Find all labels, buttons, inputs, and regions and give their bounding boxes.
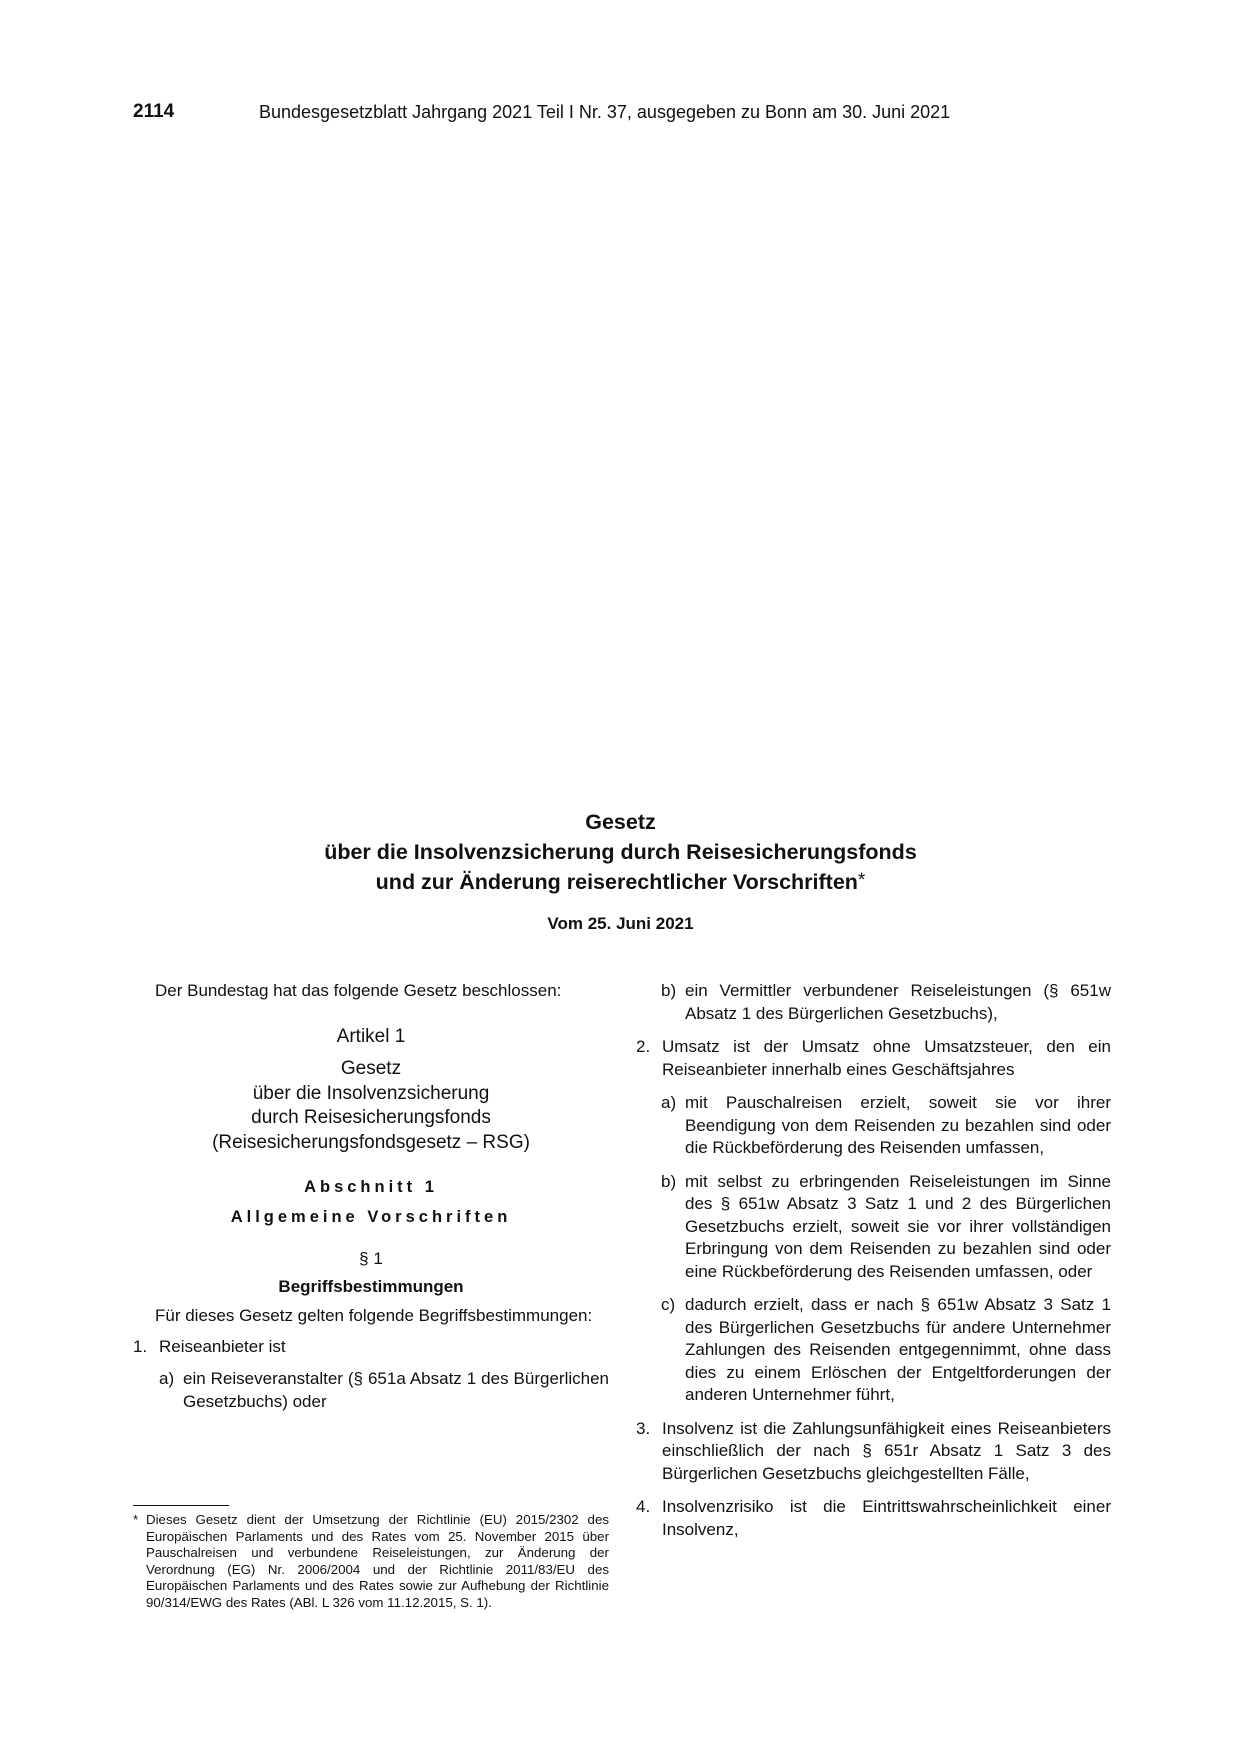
sub-list-item: [661, 980, 1111, 1025]
sub-list-item-text: ein Vermittler verbundener Reiseleistungen (§ 651w Absatz 1 des Bürgerlichen Gesetzbuchs),: [685, 981, 1111, 1023]
sub-list-item-text: ein Reiseveranstalter (§ 651a Absatz 1 des Bürgerlichen Gesetzbuchs) oder: [183, 1369, 609, 1411]
list-item-text: Insolvenzrisiko ist die Eintrittswahrscheinlichkeit einer Insolvenz,: [662, 1497, 1111, 1539]
footnote-text: Dieses Gesetz dient der Umsetzung der Richtlinie (EU) 2015/2302 des Europäischen Parlaments und des Rates vom 25. November 2015 über Pauschalreisen und verbundene Reiseleistungen, zur Änderung der Verordnung (EG) Nr. 2006/2004 und der Richtlinie 2011/83/EU des Europäischen Parlaments und des Rates sowie zur Aufhebung der Richtlinie 90/314/EWG des Rates (ABl. L 326 vom 11.12.2015, S. 1).: [146, 1512, 609, 1610]
sub-list-item-text: mit Pauschalreisen erzielt, soweit sie vor ihrer Beendigung von dem Reisenden zu bezahlen sind oder die Rückbeförderung des Reisenden umfassen,: [685, 1093, 1111, 1157]
title-line-3: [0, 867, 1241, 897]
list-item-number: 3.: [636, 1418, 651, 1438]
sub-list-item: [159, 1368, 609, 1413]
sub-list-item-text: dadurch erzielt, dass er nach § 651w Absatz 3 Satz 1 des Bürgerlichen Gesetzbuchs für andere Unternehmer Zahlungen des Reisenden entgegennimmt, ohne dass dies zu einem Erlöschen der Entgeltforderungen der anderen Unternehmer führt,: [685, 1295, 1111, 1404]
running-header: Bundesgesetzblatt Jahrgang 2021 Teil I Nr. 37, ausgegeben zu Bonn am 30. Juni 2021: [259, 102, 951, 122]
sub-list-item-letter: b): [661, 1171, 677, 1191]
list-item: [133, 1336, 609, 1359]
sub-list-item-letter: a): [661, 1093, 677, 1112]
list-item-number: 4.: [636, 1497, 651, 1516]
sub-list-item-letter: b): [661, 981, 677, 1000]
sub-list-item-letter: a): [159, 1369, 175, 1388]
footnote-marker: *: [133, 1512, 139, 1527]
list-item: [636, 1418, 1111, 1486]
title-footnote-marker: *: [857, 870, 866, 891]
list-item-number: 2.: [636, 1037, 651, 1056]
sub-list-item-text: mit selbst zu erbringenden Reiseleistungen im Sinne des § 651w Absatz 3 Satz 1 und 2 des Bürgerlichen Gesetzbuchs erzielt, soweit sie vor ihrer vollständigen Erbringung von dem Reisenden zu bezahlen sind oder eine Rückbeförderung des Reisenden umfassen, oder: [685, 1171, 1111, 1281]
title-line-2: über die Insolvenzsicherung durch Reisesicherungsfonds: [324, 840, 917, 864]
paragraph-lead: Für dieses Gesetz gelten folgende Begriffsbestimmungen:: [155, 1306, 593, 1325]
sub-list-item: [661, 1171, 1111, 1284]
article-title-line-2: über die Insolvenzsicherung: [252, 1082, 490, 1104]
footnote: [133, 1512, 609, 1611]
list-item-text: Insolvenz ist die Zahlungsunfähigkeit eines Reiseanbieters einschließlich der nach § 651r Absatz 1 Satz 3 des Bürgerlichen Gesetzbuchs gleichgestellten Fälle,: [662, 1418, 1111, 1483]
paragraph-title: Begriffsbestimmungen: [278, 1277, 464, 1296]
list-item-number: 1.: [133, 1336, 148, 1356]
title-line-1: Gesetz: [585, 810, 656, 834]
list-item-text: Reiseanbieter ist: [159, 1336, 286, 1356]
list-item: [636, 1496, 1111, 1541]
article-heading: Artikel 1: [336, 1025, 406, 1047]
page-number: 2114: [133, 101, 175, 122]
sub-list-item: [661, 1294, 1111, 1407]
law-date: Vom 25. Juni 2021: [547, 914, 694, 933]
paragraph-number: § 1: [359, 1249, 383, 1268]
section-title: Allgemeine Vorschriften: [230, 1208, 512, 1226]
article-title-line-3: durch Reisesicherungsfonds: [251, 1107, 491, 1128]
sub-list-item-letter: c): [661, 1295, 676, 1314]
footnote-separator: [133, 1505, 229, 1506]
title-line-3-text: und zur Änderung reiserechtlicher Vorschriften: [375, 870, 858, 894]
sub-list-item: [661, 1092, 1111, 1160]
article-title-line-1: Gesetz: [340, 1058, 402, 1079]
right-column: [636, 980, 1111, 1541]
left-column: [133, 980, 609, 1413]
article-title-line-4: (Reisesicherungsfondsgesetz – RSG): [212, 1131, 530, 1153]
list-item: [636, 1036, 1111, 1081]
list-item-text: Umsatz ist der Umsatz ohne Umsatzsteuer, den ein Reiseanbieter innerhalb eines Geschäftsjahres: [662, 1037, 1111, 1079]
section-number: Abschnitt 1: [304, 1178, 438, 1196]
law-title: [0, 807, 1241, 897]
enactment-formula: Der Bundestag hat das folgende Gesetz beschlossen:: [155, 981, 562, 1000]
